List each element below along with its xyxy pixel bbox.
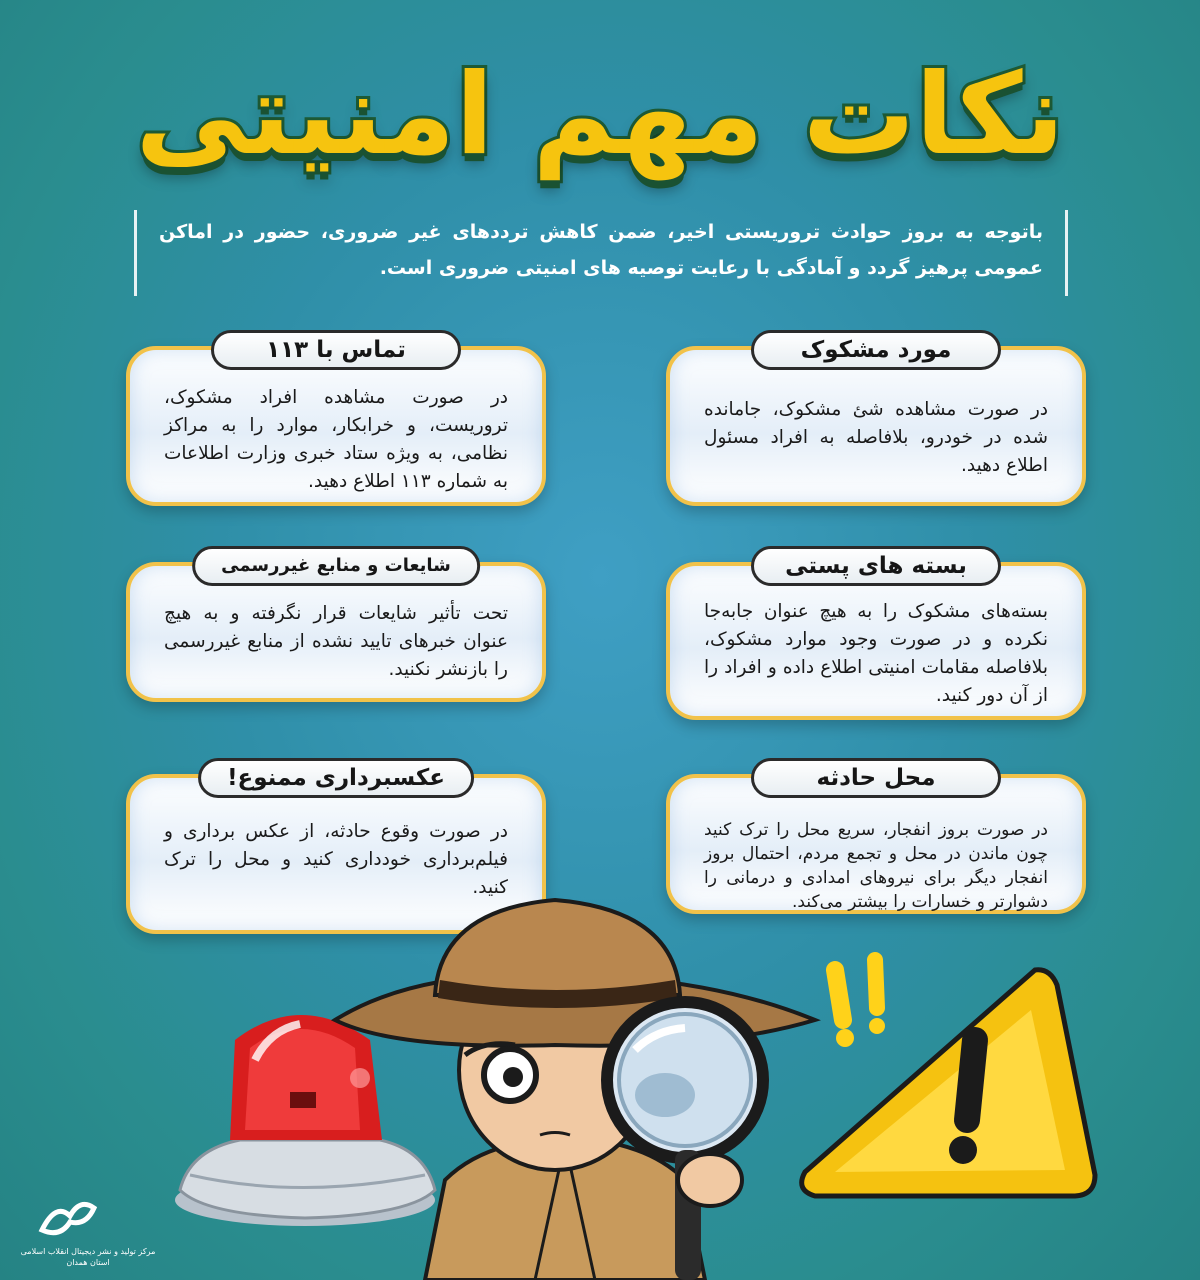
card-contact-113 [126, 337, 546, 506]
card-title: محل حادثه [751, 758, 1001, 798]
card-postal-packages [666, 553, 1086, 720]
card-title: عکسبرداری ممنوع! [198, 758, 474, 798]
card-title: تماس با ۱۱۳ [211, 330, 461, 370]
card-title: مورد مشکوک [751, 330, 1001, 370]
card-body: تحت تأثیر شایعات قرار نگرفته و به هیچ عنوان خبرهای تایید نشده از منابع غیررسمی را بازنشر نکنید. [164, 603, 508, 680]
footer-org-name: مرکز تولید و نشر دیجیتال انقلاب اسلامی استان همدان [20, 1247, 156, 1267]
intro-text: باتوجه به بروز حوادث تروریستی اخیر، ضمن کاهش ترددهای غیر ضروری، حضور در اماکن عمومی پرهیز گردد و آمادگی با رعایت توصیه های امنیتی ضروری است. [134, 210, 1068, 296]
card-suspicious-item [666, 337, 1086, 506]
page-title: نکات مهم امنیتی [135, 50, 1065, 180]
header [0, 40, 1200, 190]
card-title: بسته های پستی [751, 546, 1001, 586]
card-title: شایعات و منابع غیررسمی [192, 546, 480, 586]
card-body: بسته‌های مشکوک را به هیچ عنوان جابه‌جا نکرده و در صورت وجود موارد مشکوک، بلافاصله مقامات امنیتی اطلاع داده و افراد را از آن دور کنید. [704, 601, 1048, 706]
detective-icon [315, 880, 835, 1280]
card-rumors [126, 555, 546, 702]
org-logo-icon [36, 1192, 100, 1242]
card-body: در صورت مشاهده شئ مشکوک، جامانده شده در خودرو، بلافاصله به افراد مسئول اطلاع دهید. [704, 399, 1048, 476]
card-body: در صورت وقوع حادثه، از عکس برداری و فیلم‌برداری خودداری کنید و محل را ترک کنید. [164, 821, 508, 898]
card-body: در صورت مشاهده افراد مشکوک، تروریست، و خرابکار، موارد را به مراکز نظامی، به ویژه ستاد خبری وزارت اطلاعات به شماره ۱۱۳ اطلاع دهید. [164, 387, 508, 492]
warning-triangle-icon [795, 950, 1100, 1200]
card-body: در صورت بروز انفجار، سریع محل را ترک کنید چون ماندن در محل و تجمع مردم، احتمال بروز انفجار دیگر برای نیروهای امدادی و درمانی را دشوارتر و خسارات را بیشتر می‌کند. [704, 820, 1048, 912]
